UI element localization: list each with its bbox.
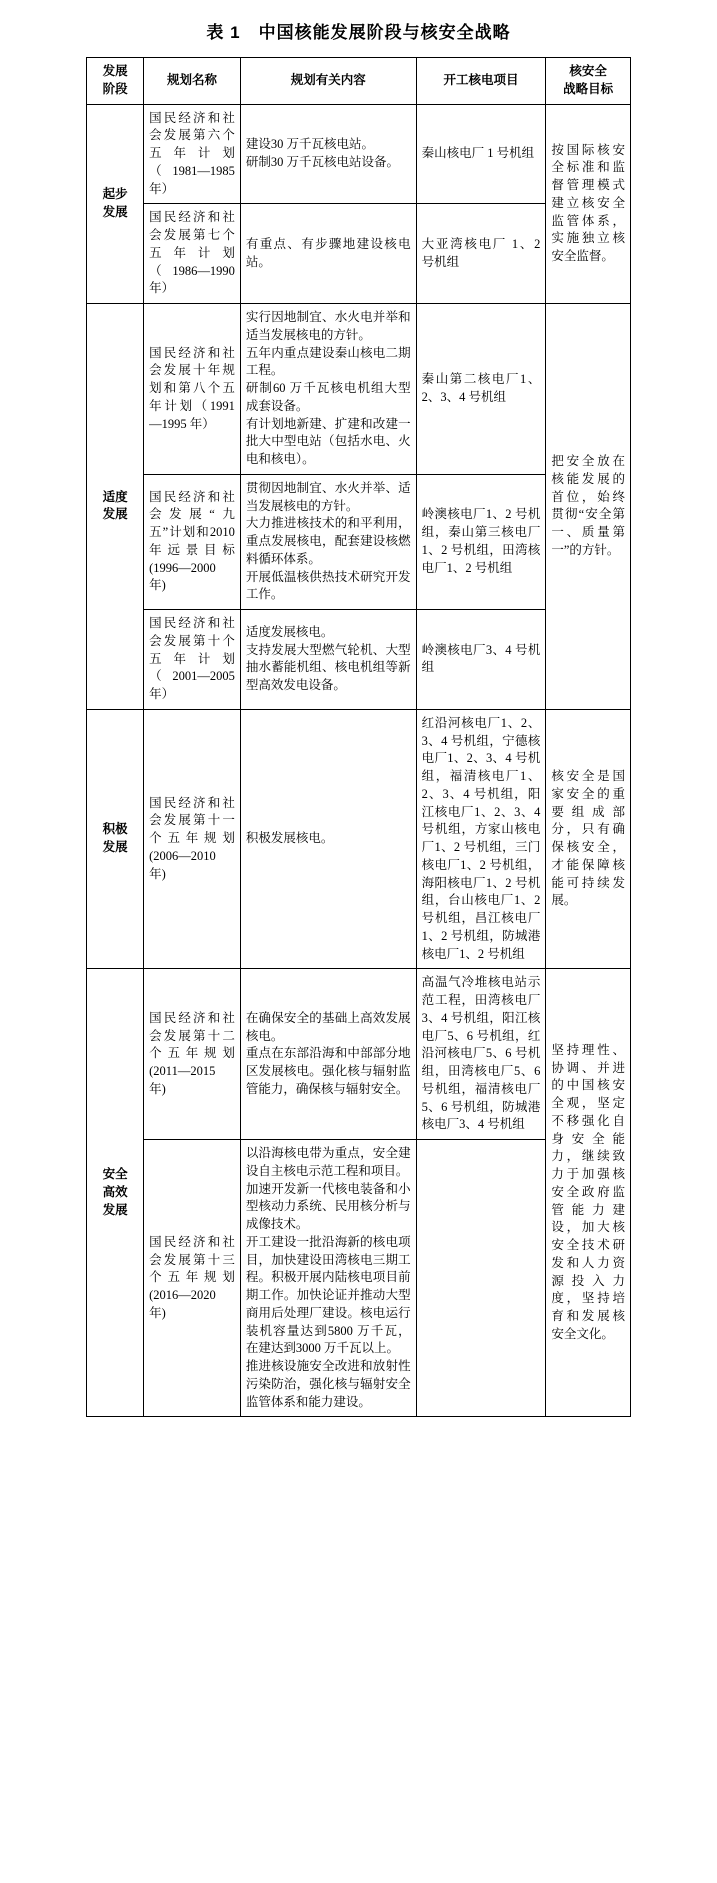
cell-plan-content: 以沿海核电带为重点，安全建设自主核电示范工程和项目。 加速开发新一代核电装备和小型核动力系统、民用核分析与成像技术。 开工建设一批沿海新的核电项目，加快建设田湾核电三期工程。积极开展内陆核电项目前期工作。加快论证并推动大型商用后处理厂建设。核电运行装机容量达到5800 万千瓦，在建达到3000 万千瓦以上。 推进核设施安全改进和放射性污染防治，强化核与辐射安全监管体系和能力建设。 bbox=[240, 1140, 416, 1417]
cell-plan-name: 国民经济和社会发展第十个五年计划（2001—2005 年） bbox=[144, 610, 241, 710]
cell-plan-content: 有重点、有步骤地建设核电站。 bbox=[240, 204, 416, 304]
nuclear-development-table bbox=[86, 57, 631, 1417]
cell-plan-name: 国民经济和社会发展第十二个五年规划(2011—2015 年) bbox=[144, 969, 241, 1140]
cell-stage: 适度 发展 bbox=[87, 304, 144, 710]
cell-projects: 秦山第二核电厂1、2、3、4 号机组 bbox=[416, 304, 546, 475]
table-header bbox=[87, 58, 631, 105]
cell-plan-name: 国民经济和社会发展十年规划和第八个五年计划（1991—1995 年） bbox=[144, 304, 241, 475]
cell-projects: 红沿河核电厂1、2、3、4 号机组，宁德核电厂1、2、3、4 号机组，福清核电厂1、2、3、4 号机组，阳江核电厂1、2、3、4 号机组，方家山核电厂1、2 号机组，三门核电厂1、2 号机组，海阳核电厂1、2 号机组，台山核电厂1、2 号机组，昌江核电厂1、2 号机组，防城港核电厂1、2 号机组 bbox=[416, 709, 546, 969]
table-row bbox=[87, 969, 631, 1140]
cell-projects: 岭澳核电厂3、4 号机组 bbox=[416, 610, 546, 710]
column-header-plan-name: 规划名称 bbox=[144, 58, 241, 105]
cell-plan-content: 适度发展核电。 支持发展大型燃气轮机、大型抽水蓄能机组、核电机组等新型高效发电设备。 bbox=[240, 610, 416, 710]
cell-projects: 高温气冷堆核电站示范工程，田湾核电厂3、4 号机组，阳江核电厂5、6 号机组，红沿河核电厂5、6 号机组，田湾核电厂5、6 号机组，福清核电厂5、6 号机组，防城港核电厂3、4 号机组 bbox=[416, 969, 546, 1140]
cell-safety-goal: 坚持理性、协调、并进的中国核安全观，坚定不移强化自身安全能力，继续致力于加强核安全政府监管能力建设，加大核安全技术研发和人力资源投入力度，坚持培育和发展核安全文化。 bbox=[546, 969, 631, 1417]
cell-plan-content: 积极发展核电。 bbox=[240, 709, 416, 969]
cell-plan-content: 建设30 万千瓦核电站。 研制30 万千瓦核电站设备。 bbox=[240, 104, 416, 204]
cell-safety-goal: 把安全放在核能发展的首位，始终贯彻“安全第一、质量第一”的方针。 bbox=[546, 304, 631, 710]
cell-safety-goal: 核安全是国家安全的重要组成部分，只有确保核安全，才能保障核能可持续发展。 bbox=[546, 709, 631, 969]
cell-stage: 起步 发展 bbox=[87, 104, 144, 304]
cell-plan-name: 国民经济和社会发展第十一个五年规划(2006—2010 年) bbox=[144, 709, 241, 969]
column-header-stage: 发展 阶段 bbox=[87, 58, 144, 105]
table-row bbox=[87, 104, 631, 204]
cell-plan-content: 在确保安全的基础上高效发展核电。 重点在东部沿海和中部部分地区发展核电。强化核与辐射监管能力，确保核与辐射安全。 bbox=[240, 969, 416, 1140]
cell-plan-name: 国民经济和社会发展第六个五年计划（1981—1985 年） bbox=[144, 104, 241, 204]
column-header-plan-content: 规划有关内容 bbox=[240, 58, 416, 105]
cell-plan-content: 贯彻因地制宜、水火并举、适当发展核电的方针。 大力推进核技术的和平利用，重点发展核电，配套建设核燃料循环体系。 开展低温核供热技术研究开发工作。 bbox=[240, 474, 416, 609]
column-header-safety-goal: 核安全 战略目标 bbox=[546, 58, 631, 105]
cell-projects: 大亚湾核电厂 1、2 号机组 bbox=[416, 204, 546, 304]
cell-plan-name: 国民经济和社会发展“九五”计划和2010 年远景目标(1996—2000 年) bbox=[144, 474, 241, 609]
column-header-projects: 开工核电项目 bbox=[416, 58, 546, 105]
page-title: 表 1 中国核能发展阶段与核安全战略 bbox=[206, 23, 511, 42]
cell-safety-goal: 按国际核安全标准和监督管理模式建立核安全监管体系，实施独立核安全监督。 bbox=[546, 104, 631, 304]
cell-plan-name: 国民经济和社会发展第七个五年计划（1986—1990 年） bbox=[144, 204, 241, 304]
cell-projects bbox=[416, 1140, 546, 1417]
cell-projects: 岭澳核电厂1、2 号机组，秦山第三核电厂1、2 号机组，田湾核电厂1、2 号机组 bbox=[416, 474, 546, 609]
cell-stage: 积极 发展 bbox=[87, 709, 144, 969]
cell-stage: 安全 高效 发展 bbox=[87, 969, 144, 1417]
table-row bbox=[87, 304, 631, 475]
table-body bbox=[87, 104, 631, 1417]
table-header-row bbox=[87, 58, 631, 105]
cell-plan-name: 国民经济和社会发展第十三个五年规划(2016—2020 年) bbox=[144, 1140, 241, 1417]
cell-projects: 秦山核电厂 1 号机组 bbox=[416, 104, 546, 204]
table-row bbox=[87, 709, 631, 969]
cell-plan-content: 实行因地制宜、水火电并举和适当发展核电的方针。 五年内重点建设秦山核电二期工程。 研制60 万千瓦核电机组大型成套设备。 有计划地新建、扩建和改建一批大中型电站（包括水电、火电和核电）。 bbox=[240, 304, 416, 475]
